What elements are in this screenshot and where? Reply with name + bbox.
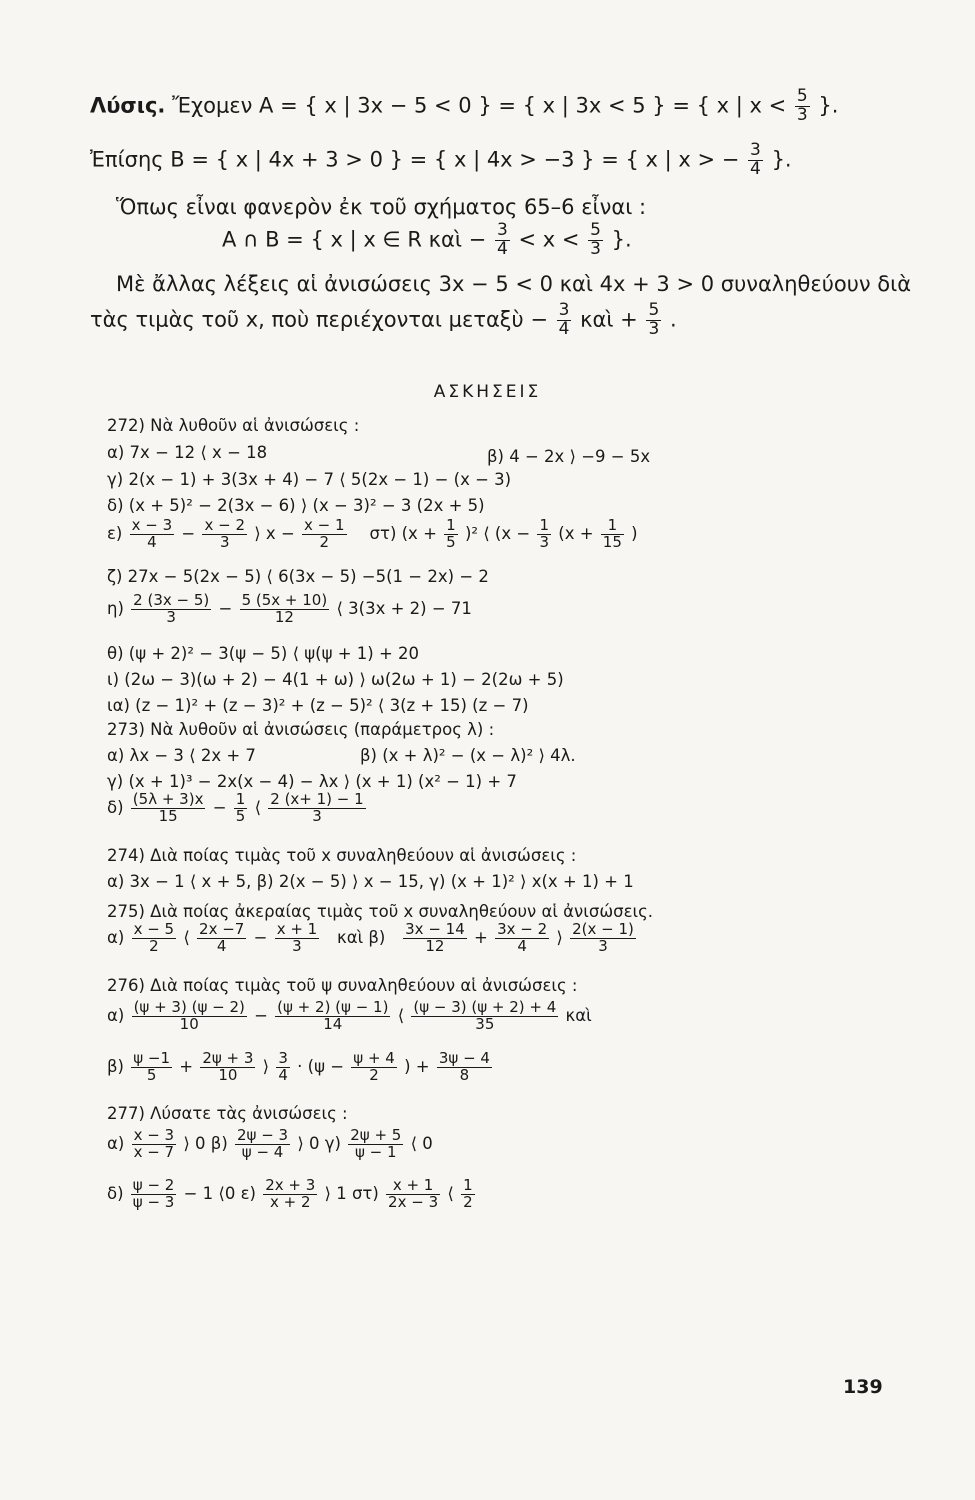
solution-line-4: A ∩ B = { x | x ∈ R καὶ − $\frac{3}{4}$ < x < $\frac{5}{3}$ }. [222,220,632,259]
fraction: $\frac{5}{3}$ [648,300,660,339]
fraction: $\frac{(\psi + 2) (\psi - 1)}{14}$ [277,998,389,1033]
fraction: $\frac{2(x - 1)}{3}$ [572,920,634,955]
fraction: $\frac{x - 2}{3}$ [204,516,245,551]
exercise-273-d: δ) $\frac{(5\lambda + 3)x}{15}$ − $\frac{1}{5}$ ⟨ $\frac{2 (x+ 1) - 1}{3}$ [107,790,364,825]
fraction: $\frac{3}{4}$ [558,300,570,339]
exercise-276-a: α) $\frac{(\psi + 3) (\psi - 2)}{10}$ − $\frac{(\psi + 2) (\psi - 1)}{14}$ ⟨ $\frac{(\psi - 3) (\psi + 2) + 4}{35}$ καὶ [107,998,592,1033]
fraction: $\frac{\psi + 4}{2}$ [353,1049,395,1084]
exercise-273-g: γ) (x + 1)³ − 2x(x − 4) − λx ⟩ (x + 1) (x² − 1) + 7 [107,772,517,791]
fraction: $\frac{x + 1}{3}$ [276,920,318,955]
fraction: $\frac{x - 3}{x - 7}$ [133,1126,175,1161]
fraction: $\frac{3x - 14}{12}$ [405,920,465,955]
solution-line-6: τὰς τιμὰς τοῦ x, ποὺ περιέχονται μεταξὺ − $\frac{3}{4}$ καὶ + $\frac{5}{3}$ . [90,300,677,339]
exercise-275-line: α) $\frac{x - 5}{2}$ ⟨ $\frac{2x -7}{4}$ − $\frac{x + 1}{3}$ καὶ β) $\frac{3x - 14}{12}$ + $\frac{3x - 2}{4}$ ⟩ $\frac{2(x - 1)}{3}$ [107,920,634,955]
fraction: $\frac{2\psi + 3}{10}$ [202,1049,254,1084]
exercise-273-b: β) (x + λ)² − (x − λ)² ⟩ 4λ. [360,746,576,765]
fraction: $\frac{5 (5x + 10)}{12}$ [241,591,328,626]
exercise-272-z: ζ) 27x − 5(2x − 5) ⟨ 6(3x − 5) −5(1 − 2x) − 2 [107,567,489,586]
exercise-272-i: ι) (2ω − 3)(ω + 2) − 4(1 + ω) ⟩ ω(2ω + 1) − 2(2ω + 5) [107,670,564,689]
fraction: $\frac{x - 3}{4}$ [131,516,173,551]
fraction: $\frac{x - 5}{2}$ [133,920,175,955]
fraction: $\frac{1}{15}$ [602,516,622,551]
solution-label: Λύσις. [90,93,166,118]
fraction: $\frac{1}{5}$ [235,790,246,825]
exercise-274-line: α) 3x − 1 ⟨ x + 5, β) 2(x − 5) ⟩ x − 15, γ) (x + 1)² ⟩ x(x + 1) + 1 [107,872,634,891]
exercise-273-title: 273) Νὰ λυθοῦν αἱ ἀνισώσεις (παράμετρος λ) : [107,720,495,739]
exercise-272-ia: ια) (z − 1)² + (z − 3)² + (z − 5)² ⟨ 3(z + 15) (z − 7) [107,696,529,715]
exercise-273-a: α) λx − 3 ⟨ 2x + 7 [107,746,256,765]
section-heading: ΑΣΚΗΣΕΙΣ [433,382,542,402]
fraction: $\frac{2x -7}{4}$ [199,920,245,955]
fraction: $\frac{(\psi + 3) (\psi - 2)}{10}$ [133,998,245,1033]
fraction: $\frac{5}{3}$ [796,86,808,125]
fraction: $\frac{(5\lambda + 3)x}{15}$ [132,790,204,825]
fraction: $\frac{2\psi + 5}{\psi - 1}$ [350,1126,402,1161]
fraction: $\frac{\psi - 2}{\psi - 3}$ [132,1176,175,1211]
fraction: $\frac{3}{4}$ [496,220,508,259]
exercise-277-title: 277) Λύσατε τὰς ἀνισώσεις : [107,1104,348,1123]
exercise-272-h: η) $\frac{2 (3x - 5)}{3}$ − $\frac{5 (5x + 10)}{12}$ ⟨ 3(3x + 2) − 71 [107,591,472,626]
fraction: $\frac{3}{4}$ [278,1049,288,1084]
exercise-274-title: 274) Διὰ ποίας τιμὰς τοῦ x συναληθεύουν αἱ ἀνισώσεις : [107,846,577,865]
exercise-272-a: α) 7x − 12 ⟨ x − 18 [107,443,268,462]
exercise-272-title: 272) Νὰ λυθοῦν αἱ ἀνισώσεις : [107,416,360,435]
fraction: $\frac{2x + 3}{x + 2}$ [265,1176,316,1211]
exercise-276-b: β) $\frac{\psi -1}{5}$ + $\frac{2\psi + 3}{10}$ ⟩ $\frac{3}{4}$ · (ψ − $\frac{\psi + 4}{2}$ ) + $\frac{3\psi - 4}{8}$ [107,1049,490,1084]
solution-line-2: Ἐπίσης B = { x | 4x + 3 > 0 } = { x | 4x > −3 } = { x | x > − $\frac{3}{4}$ }. [90,140,792,179]
fraction: $\frac{3}{4}$ [750,140,761,179]
fraction: $\frac{2 (3x - 5)}{3}$ [133,591,210,626]
exercise-272-e-st: ε) $\frac{x - 3}{4}$ − $\frac{x - 2}{3}$ ⟩ x − $\frac{x - 1}{2}$ στ) (x + $\frac{1}{5}$ )² ⟨ (x − $\frac{1}{3}$ (x + $\frac{1}{15}$ ) [107,516,638,551]
solution-line-3: Ὅπως εἶναι φανερὸν ἐκ τοῦ σχήματος 65–6 εἶναι : [116,195,647,219]
exercise-276-title: 276) Διὰ ποίας τιμὰς τοῦ ψ συναληθεύουν αἱ ἀνισώσεις : [107,976,578,995]
fraction: $\frac{x - 1}{2}$ [304,516,345,551]
exercise-275-title: 275) Διὰ ποίας ἀκεραίας τιμὰς τοῦ x συναληθεύουν αἱ ἀνισώσεις. [107,902,654,921]
fraction: $\frac{3x - 2}{4}$ [497,920,548,955]
exercise-277-line-1: α) $\frac{x - 3}{x - 7}$ ⟩ 0 β) $\frac{2\psi - 3}{\psi - 4}$ ⟩ 0 γ) $\frac{2\psi + 5}{\psi - 1}$ ⟨ 0 [107,1126,433,1161]
solution-line-1: Λύσις. Ἔχομεν A = { x | 3x − 5 < 0 } = { x | 3x < 5 } = { x | x < $\frac{5}{3}$ }. [90,86,839,125]
fraction: $\frac{(\psi - 3) (\psi + 2) + 4}{35}$ [413,998,557,1033]
exercise-272-d: δ) (x + 5)² − 2(3x − 6) ⟩ (x − 3)² − 3 (2x + 5) [107,496,485,515]
exercise-277-line-2: δ) $\frac{\psi - 2}{\psi - 3}$ − 1 ⟨0 ε) $\frac{2x + 3}{x + 2}$ ⟩ 1 στ) $\frac{x + 1}{2x - 3}$ ⟨ $\frac{1}{2}$ [107,1176,473,1211]
exercise-272-b: β) 4 − 2x ⟩ −9 − 5x [487,447,651,466]
fraction: $\frac{2\psi - 3}{\psi - 4}$ [237,1126,289,1161]
page-number: 139 [843,1376,883,1398]
solution-line-5: Μὲ ἄλλας λέξεις αἱ ἀνισώσεις 3x − 5 < 0 καὶ 4x + 3 > 0 συναληθεύουν διὰ [116,272,912,296]
fraction: $\frac{2 (x+ 1) - 1}{3}$ [270,790,364,825]
fraction: $\frac{1}{2}$ [463,1176,473,1211]
fraction: $\frac{1}{5}$ [446,516,456,551]
exercise-272-th: θ) (ψ + 2)² − 3(ψ − 5) ⟨ ψ(ψ + 1) + 20 [107,644,420,663]
fraction: $\frac{5}{3}$ [590,220,601,259]
fraction: $\frac{1}{3}$ [539,516,550,551]
exercise-272-g: γ) 2(x − 1) + 3(3x + 4) − 7 ⟨ 5(2x − 1) − (x − 3) [107,470,512,489]
fraction: $\frac{3\psi - 4}{8}$ [438,1049,490,1084]
fraction: $\frac{\psi -1}{5}$ [133,1049,170,1084]
fraction: $\frac{x + 1}{2x - 3}$ [388,1176,439,1211]
